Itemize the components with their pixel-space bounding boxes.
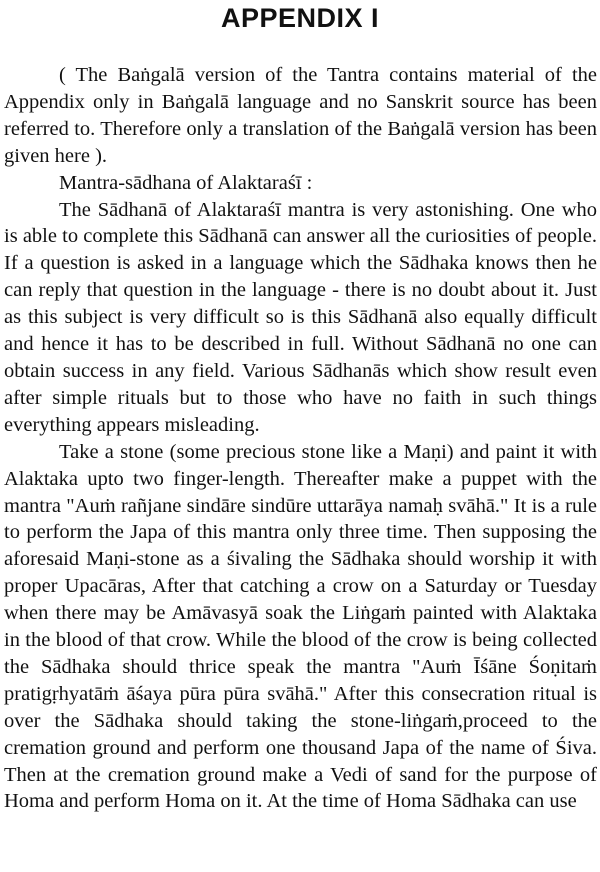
page-title: APPENDIX I bbox=[220, 3, 380, 33]
paragraph-sadhana-description: The Sādhanā of Alaktaraśī mantra is very astonishing. One who is able to complete this Sādhanā can answer all the curiosities of people. If a question is asked in a language which the Sādhaka knows then he can reply that question in the language - there is no doubt about it. Just as this subject is very difficult so is this Sādhanā also equally difficult and hence it has to be described in full. Without Sādhanā no one can obtain success in any field. Various Sādhanās which show result even after simple rituals but to those who have no faith in such things everything appears misleading. bbox=[4, 198, 597, 436]
paragraph-intro-note: ( The Baṅgalā version of the Tantra contains material of the Appendix only in Baṅgalā language and no Sanskrit source has been referred to. Therefore only a translation of the Baṅgalā version has been given here ). bbox=[4, 64, 597, 167]
body-text bbox=[4, 62, 597, 815]
paragraph-section-heading: Mantra-sādhana of Alaktaraśī : bbox=[59, 171, 313, 194]
paragraph-ritual-instructions: Take a stone (some precious stone like a Maṇi) and paint it with Alaktaka upto two finger-length. Thereafter make a puppet with the mantra "Auṁ rañjane sindāre sindūre uttarāya namaḥ svāhā." It is a rule to perform the Japa of this mantra only three time. Then supposing the aforesaid Maṇi-stone as a śivaling the Sādhaka should worship it with proper Upacāras, After that catching a crow on a Saturday or Tuesday when there may be Amāvasyā soak the Liṅgaṁ painted with Alaktaka in the blood of that crow. While the blood of the crow is being collected the Sādhaka should thrice speak the mantra "Auṁ Īśāne Śoṇitaṁ pratigṛhyatāṁ āśaya pūra pūra svāhā." After this consecration ritual is over the Sādhaka should taking the stone-liṅgaṁ,proceed to the cremation ground and perform one thousand Japa of the name of Śiva. Then at the cremation ground make a Vedi of sand for the purpose of Homa and perform Homa on it. At the time of Homa Sādhaka can use bbox=[4, 440, 597, 813]
